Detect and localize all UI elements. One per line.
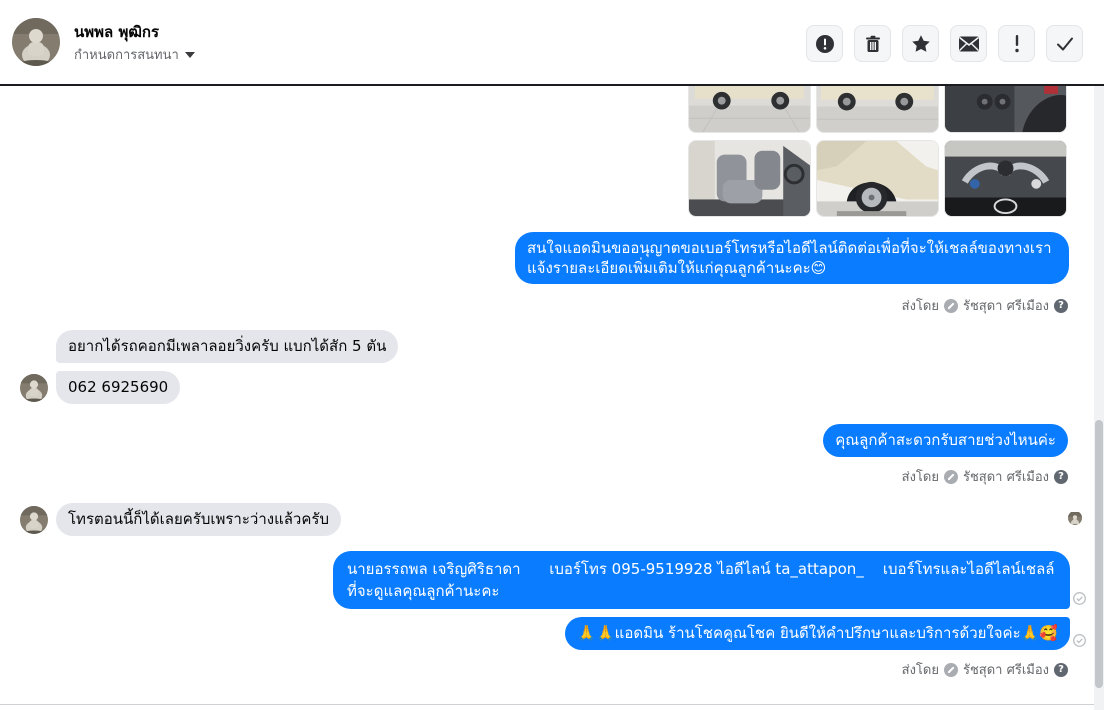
star-button[interactable] (902, 25, 939, 62)
contact-message-avatar (20, 506, 48, 534)
message-bubble-incoming[interactable]: อยากได้รถคอกมีเพลาลอยวิ่งครับ แบกได้สัก 5 ตัน (56, 330, 398, 363)
scrollbar[interactable] (1094, 86, 1104, 710)
help-icon[interactable]: ? (1054, 470, 1068, 484)
help-icon[interactable]: ? (1054, 663, 1068, 677)
mark-spam-button[interactable] (998, 25, 1035, 62)
message-bubble-outgoing[interactable]: นายอรรถพล เจริญศิริธาดา เบอร์โทร 095-9519928 ไอดีไลน์ ta_attapon_ เบอร์โทรและไอดีไลน์เชลล์ที่จะดูแลคุณลูกค้านะคะ (333, 551, 1070, 609)
message-bubble-outgoing[interactable]: สนใจแอดมินขออนุญาตขอเบอร์โทรหรือไอดีไลน์ติดต่อเพื่อที่จะให้เชลล์ของทางเราแจ้งรายละเอียดเพิ่มเติมให้แก่คุณลูกค้านะคะ😊 (515, 232, 1069, 284)
car-photo-front-wheel[interactable] (816, 140, 939, 217)
message-bubble-incoming[interactable]: โทรตอนนี้ก็ได้เลยครับเพราะว่างแล้วครับ (56, 503, 341, 536)
sent-by-row (902, 295, 1068, 316)
message-bubble-outgoing[interactable]: คุณลูกค้าสะดวกรับสายช่วงไหนค่ะ (823, 424, 1068, 457)
scrollbar-thumb[interactable] (1095, 420, 1103, 688)
message-bubble-outgoing[interactable]: 🙏🙏แอดมิน ร้านโชคคูณโชค ยินดีให้คำปรึกษาและบริการด้วยใจค่ะ🙏🥰 (565, 617, 1070, 650)
conversation-schedule-label: กำหนดการสนทนา (74, 48, 179, 63)
mark-done-button[interactable] (1046, 25, 1083, 62)
check-icon (1054, 33, 1076, 55)
admin-pencil-badge-icon (944, 663, 958, 677)
sender-name: รัชสุดา ศรีเมือง (962, 299, 1049, 314)
header-actions-toolbar (806, 25, 1083, 62)
circle-exclamation-icon (814, 33, 836, 55)
car-photo-engine-bay[interactable] (944, 140, 1067, 217)
sender-name: รัชสุดา ศรีเมือง (962, 663, 1049, 678)
car-photo-truck-side-1[interactable] (688, 86, 811, 133)
conversation-schedule-dropdown[interactable] (74, 44, 195, 65)
sent-by-row (902, 659, 1068, 680)
star-icon (910, 33, 932, 55)
help-icon[interactable]: ? (1054, 299, 1068, 313)
sent-by-label: ส่งโดย (901, 299, 939, 314)
seen-indicator-avatar (1068, 511, 1082, 525)
contact-name[interactable]: นพพล พุฒิกร (74, 23, 160, 41)
admin-pencil-badge-icon (944, 299, 958, 313)
contact-avatar[interactable] (12, 18, 60, 66)
admin-pencil-badge-icon (944, 470, 958, 484)
report-button[interactable] (806, 25, 843, 62)
car-photo-interior-seats[interactable] (688, 140, 811, 217)
envelope-icon (958, 35, 980, 53)
contact-message-avatar (20, 374, 48, 402)
delivered-check-icon (1073, 592, 1086, 605)
car-photo-dashboard[interactable] (944, 86, 1067, 133)
mark-unread-button[interactable] (950, 25, 987, 62)
delete-button[interactable] (854, 25, 891, 62)
sender-name: รัชสุดา ศรีเมือง (962, 470, 1049, 485)
message-bubble-incoming[interactable]: 062 6925690 (56, 371, 180, 404)
delivered-check-icon (1073, 634, 1086, 647)
sent-by-label: ส่งโดย (901, 470, 939, 485)
sent-by-row (902, 466, 1068, 487)
sent-by-label: ส่งโดย (901, 663, 939, 678)
trash-icon (863, 34, 883, 54)
conversation-header (0, 0, 1104, 86)
composer-divider (0, 704, 1104, 705)
exclamation-icon (1013, 34, 1021, 54)
chevron-down-icon (185, 52, 195, 58)
car-photo-truck-side-2[interactable] (816, 86, 939, 133)
